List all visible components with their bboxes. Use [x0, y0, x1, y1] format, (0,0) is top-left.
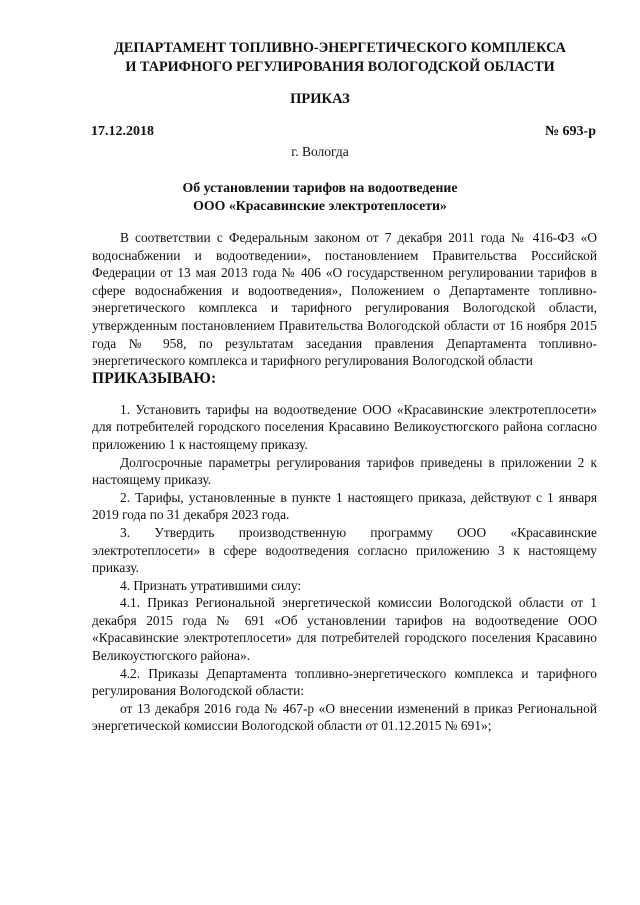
document-body — [92, 229, 597, 735]
order-date: 17.12.2018 — [91, 124, 154, 139]
paragraph-1: 1. Установить тарифы на водоотведение ООО «Красавинские электротеплосети» для потребителей городского поселения Красавино Великоустюгского района согласно приложению 1 к настоящему приказу. — [92, 401, 597, 452]
paragraph-4-2-item: от 13 декабря 2016 года № 467-р «О внесении изменений в приказ Региональной энергетической комиссии Вологодской области от 01.12.2015 № 691»; — [92, 700, 597, 734]
order-number: № 693-р — [544, 124, 596, 139]
department-name-line-2: И ТАРИФНОГО РЕГУЛИРОВАНИЯ ВОЛОГОДСКОЙ ОБЛАСТИ — [125, 59, 555, 75]
paragraph-3: 3. Утвердить производственную программу ООО «Красавинские электротеплосети» в сфере водоотведения согласно приложению 3 к настоящему приказу. — [92, 524, 597, 576]
subject-line-2: ООО «Красавинские электротеплосети» — [193, 198, 447, 213]
document-type: ПРИКАЗ — [290, 91, 350, 107]
preamble-paragraph: В соответствии с Федеральным законом от 7 декабря 2011 года № 416-ФЗ «О водоснабжении и водоотведении», постановлением Правительства Российской Федерации от 13 мая 2013 года № 406 «О государственном регулировании тарифов в сфере водоснабжения и водоотведения», Положением о Департаменте топливно-энергетического комплекса и тарифного регулирования Вологодской области, утвержденным постановлением Правительства Вологодской области от 16 ноября 2015 года № 958, по результатам заседания правления Департамента топливно-энергетического комплекса и тарифного регулирования Вологодской области — [92, 230, 597, 369]
paragraph-4-1: 4.1. Приказ Региональной энергетической комиссии Вологодской области от 1 декабря 2015 года № 691 «Об установлении тарифов на водоотведение ООО «Красавинские электротеплосети» для потребителей городского поселения Красавино Великоустюгского района». — [92, 595, 597, 664]
subject-line-1: Об установлении тарифов на водоотведение — [182, 180, 458, 195]
department-name-line-1: ДЕПАРТАМЕНТ ТОПЛИВНО-ЭНЕРГЕТИЧЕСКОГО КОМПЛЕКСА — [114, 40, 566, 56]
city: г. Вологда — [291, 144, 349, 159]
order-word: ПРИКАЗЫВАЮ: — [92, 369, 217, 387]
paragraph-4: 4. Признать утратившими силу: — [120, 577, 302, 593]
paragraph-1-parameters: Долгосрочные параметры регулирования тарифов приведены в приложении 2 к настоящему приказу. — [92, 454, 597, 488]
paragraph-4-2: 4.2. Приказы Департамента топливно-энергетического комплекса и тарифного регулирования Вологодской области: — [92, 665, 597, 699]
paragraph-2: 2. Тарифы, установленные в пункте 1 настоящего приказа, действуют с 1 января 2019 года по 31 декабря 2023 года. — [92, 489, 597, 523]
